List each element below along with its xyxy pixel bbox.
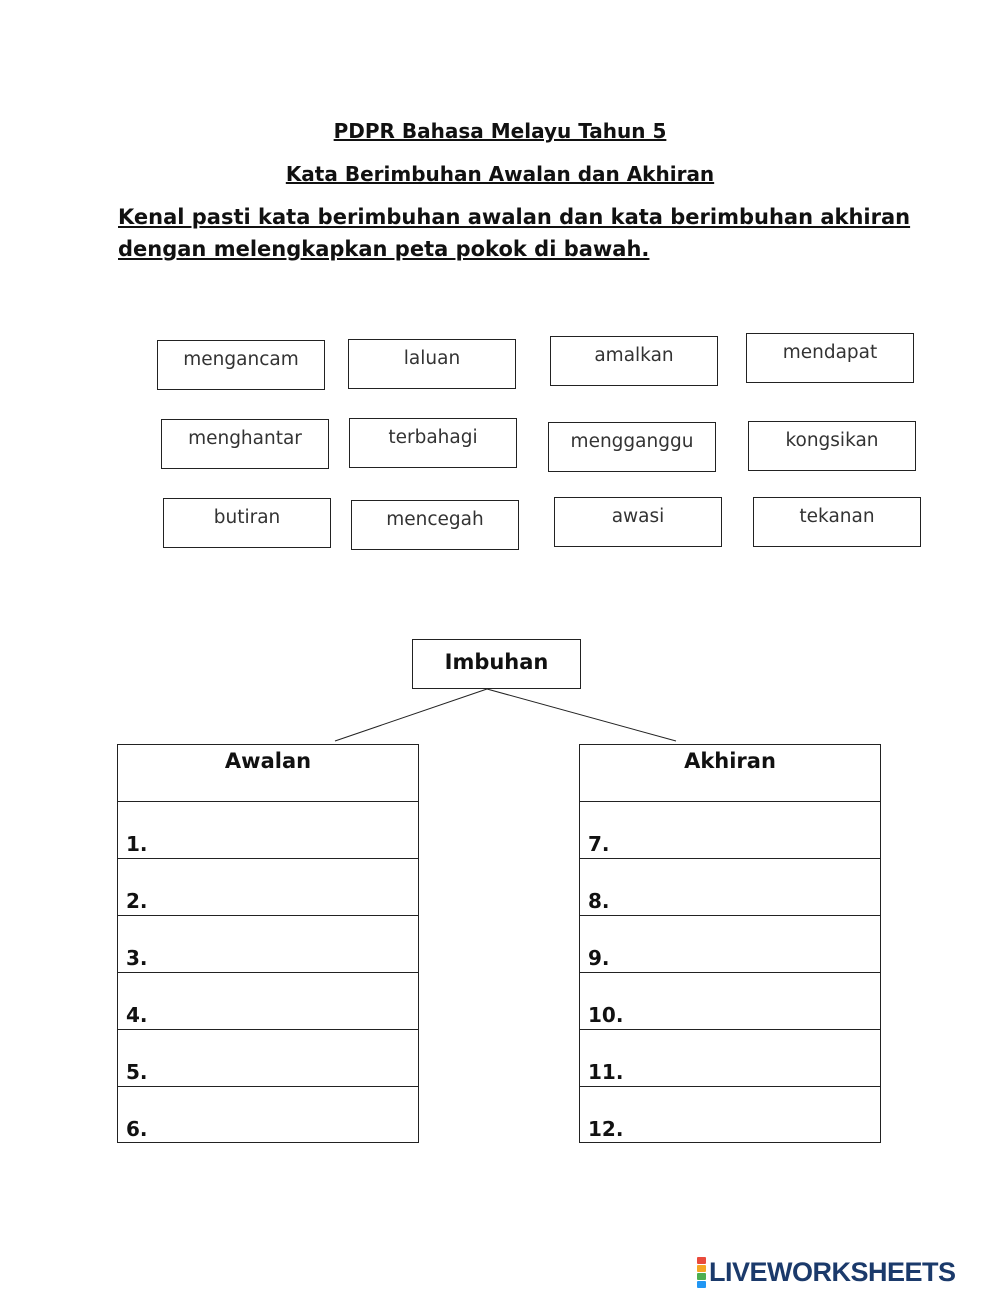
row-number: 5.	[126, 1060, 148, 1084]
table-row[interactable]	[580, 916, 880, 973]
row-number: 3.	[126, 946, 148, 970]
row-number: 1.	[126, 832, 148, 856]
row-number: 9.	[588, 946, 610, 970]
word-label: awasi	[611, 506, 665, 527]
word-label: tekanan	[799, 506, 875, 527]
row-number: 2.	[126, 889, 148, 913]
liveworksheets-brand[interactable]	[697, 1257, 956, 1287]
row-number: 6.	[126, 1117, 148, 1141]
word-label: laluan	[403, 348, 461, 369]
word-label: terbahagi	[388, 427, 478, 448]
brand-text: LIVEWORKSHEETS	[709, 1256, 956, 1287]
table-row[interactable]	[580, 1087, 880, 1143]
akhiran-header: Akhiran	[580, 745, 880, 802]
table-row[interactable]	[118, 1087, 418, 1143]
row-number: 7.	[588, 832, 610, 856]
page-subtitle: Kata Berimbuhan Awalan dan Akhiran	[285, 162, 715, 186]
word-label: kongsikan	[785, 430, 879, 451]
word-label: mendapat	[782, 342, 878, 363]
table-row[interactable]	[118, 1030, 418, 1087]
word-label: mengancam	[183, 349, 299, 370]
table-row[interactable]	[580, 1030, 880, 1087]
awalan-header: Awalan	[118, 745, 418, 802]
word-label: mencegah	[386, 509, 484, 530]
row-number: 11.	[588, 1060, 624, 1084]
row-number: 12.	[588, 1117, 624, 1141]
instruction-line-2: dengan melengkapkan peta pokok di bawah.	[118, 237, 650, 261]
connector-left-line	[335, 689, 487, 741]
instruction-line-1: Kenal pasti kata berimbuhan awalan dan kata berimbuhan akhiran	[118, 205, 911, 229]
table-row[interactable]	[118, 859, 418, 916]
page-title: PDPR Bahasa Melayu Tahun 5	[333, 119, 667, 143]
row-number: 8.	[588, 889, 610, 913]
table-row[interactable]	[580, 973, 880, 1030]
connector-right-line	[487, 689, 676, 741]
word-label: mengganggu	[570, 431, 694, 452]
table-row[interactable]	[118, 916, 418, 973]
word-label: amalkan	[594, 345, 674, 366]
awalan-table	[117, 744, 419, 1143]
table-row[interactable]	[118, 802, 418, 859]
table-row[interactable]	[580, 802, 880, 859]
row-number: 10.	[588, 1003, 624, 1027]
row-number: 4.	[126, 1003, 148, 1027]
table-row[interactable]	[118, 973, 418, 1030]
word-label: butiran	[213, 507, 281, 528]
liveworksheets-logo-icon	[697, 1257, 706, 1288]
word-label: menghantar	[188, 428, 302, 449]
akhiran-table	[579, 744, 881, 1143]
tree-root-box: Imbuhan	[412, 639, 581, 689]
table-row[interactable]	[580, 859, 880, 916]
